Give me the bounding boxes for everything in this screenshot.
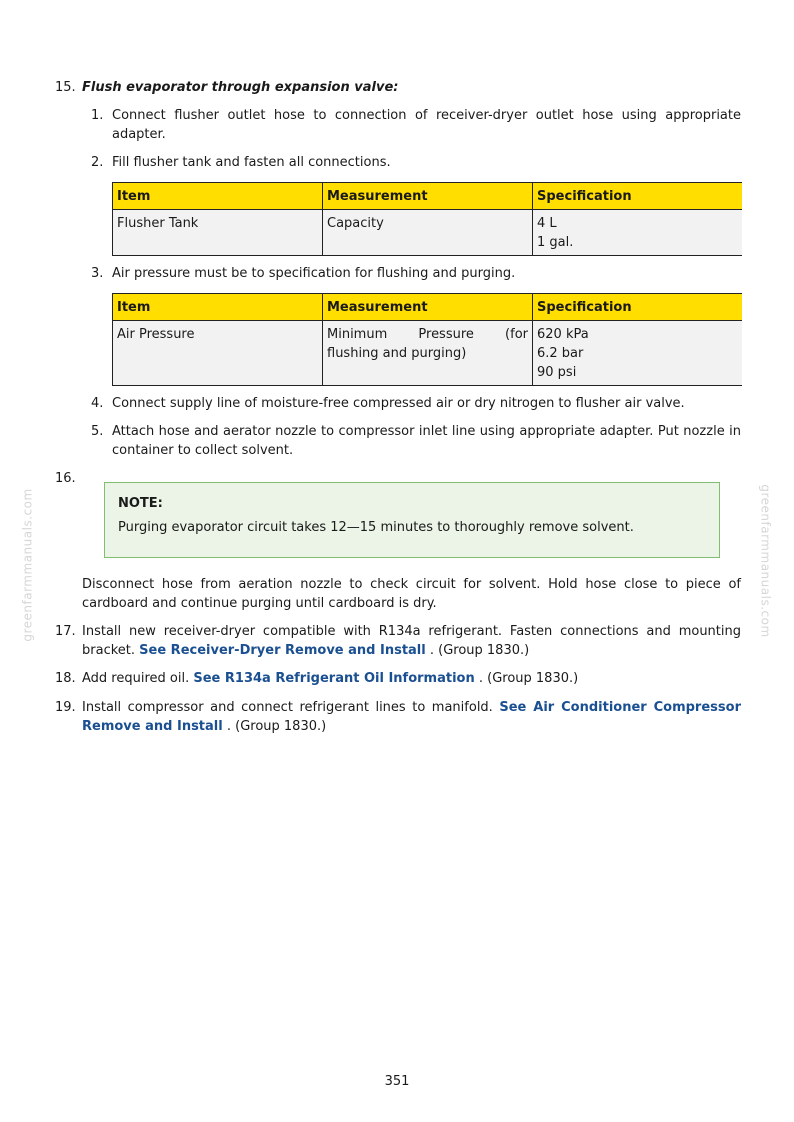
refrigerant-oil-link[interactable]: See R134a Refrigerant Oil Information (193, 671, 475, 686)
spec-psi: 90 psi (537, 365, 577, 380)
step-15-number: 15. (55, 80, 76, 95)
cell-item: Flusher Tank (113, 210, 323, 256)
compressor-link[interactable]: See Air Conditioner Compressor Remove and Install (82, 700, 741, 734)
step-19-number: 19. (55, 700, 76, 715)
header-measurement: Measurement (323, 294, 533, 321)
spec-kpa: 620 kPa (537, 327, 589, 342)
substep-2-number: 2. (91, 155, 104, 170)
flusher-tank-spec-table (112, 182, 742, 256)
table-row (113, 210, 742, 256)
watermark-right: greenfarmmanuals.com (758, 484, 773, 638)
substep-5-text: Attach hose and aerator nozzle to compressor inlet line using appropriate adapter. Put nozzle in container to collect solvent. (112, 424, 741, 458)
step-15-title: Flush evaporator through expansion valve: (82, 80, 399, 95)
spec-bar: 6.2 bar (537, 346, 584, 361)
step-16-text: Disconnect hose from aeration nozzle to check circuit for solvent. Hold hose close to piece of cardboard and continue purging until cardboard is dry. (82, 577, 741, 611)
step-17-group: . (Group 1830.) (425, 643, 530, 658)
table-header-row (113, 294, 742, 321)
step-18-body: Add required oil. (82, 671, 190, 686)
step-19-text (82, 698, 741, 736)
header-item: Item (113, 183, 323, 210)
substep-3-text: Air pressure must be to specification for flushing and purging. (112, 266, 516, 281)
cell-specification (533, 210, 742, 256)
watermark-left: greenfarmmanuals.com (20, 488, 35, 642)
header-measurement: Measurement (323, 183, 533, 210)
step-19-group: . (Group 1830.) (222, 719, 327, 734)
substep-5-number: 5. (91, 424, 104, 439)
step-16-number: 16. (55, 471, 76, 486)
substep-1-number: 1. (91, 108, 104, 123)
substep-4-number: 4. (91, 396, 104, 411)
step-18-group: . (Group 1830.) (474, 671, 579, 686)
note-text: Purging evaporator circuit takes 12—15 minutes to thoroughly remove solvent. (118, 520, 634, 535)
page-number: 351 (384, 1074, 410, 1089)
step-18-text (82, 669, 578, 688)
step-17-text (82, 622, 741, 660)
spec-imperial: 1 gal. (537, 235, 574, 250)
note-title: NOTE: (118, 496, 163, 511)
substep-4-text: Connect supply line of moisture-free compressed air or dry nitrogen to flusher air valve. (112, 396, 685, 411)
step-17-body: Install new receiver-dryer compatible with R134a refrigerant. Fasten connections and mounting bracket. (82, 624, 741, 658)
header-specification: Specification (533, 294, 742, 321)
cell-specification (533, 321, 742, 386)
air-pressure-spec-table (112, 293, 742, 386)
table-row (113, 321, 742, 386)
table-header-row (113, 183, 742, 210)
substep-3-number: 3. (91, 266, 104, 281)
cell-measurement: Minimum Pressure (for flushing and purging) (323, 321, 533, 386)
spec-metric: 4 L (537, 216, 557, 231)
cell-item: Air Pressure (113, 321, 323, 386)
note-box (104, 482, 720, 558)
substep-1-text: Connect flusher outlet hose to connection of receiver-dryer outlet hose using appropriate adapter. (112, 108, 741, 142)
header-specification: Specification (533, 183, 742, 210)
step-19-body: Install compressor and connect refrigerant lines to manifold. (82, 700, 493, 715)
header-item: Item (113, 294, 323, 321)
substep-2-text: Fill flusher tank and fasten all connections. (112, 155, 391, 170)
receiver-dryer-link[interactable]: See Receiver-Dryer Remove and Install (139, 643, 426, 658)
cell-measurement: Capacity (323, 210, 533, 256)
step-17-number: 17. (55, 624, 76, 639)
step-18-number: 18. (55, 671, 76, 686)
